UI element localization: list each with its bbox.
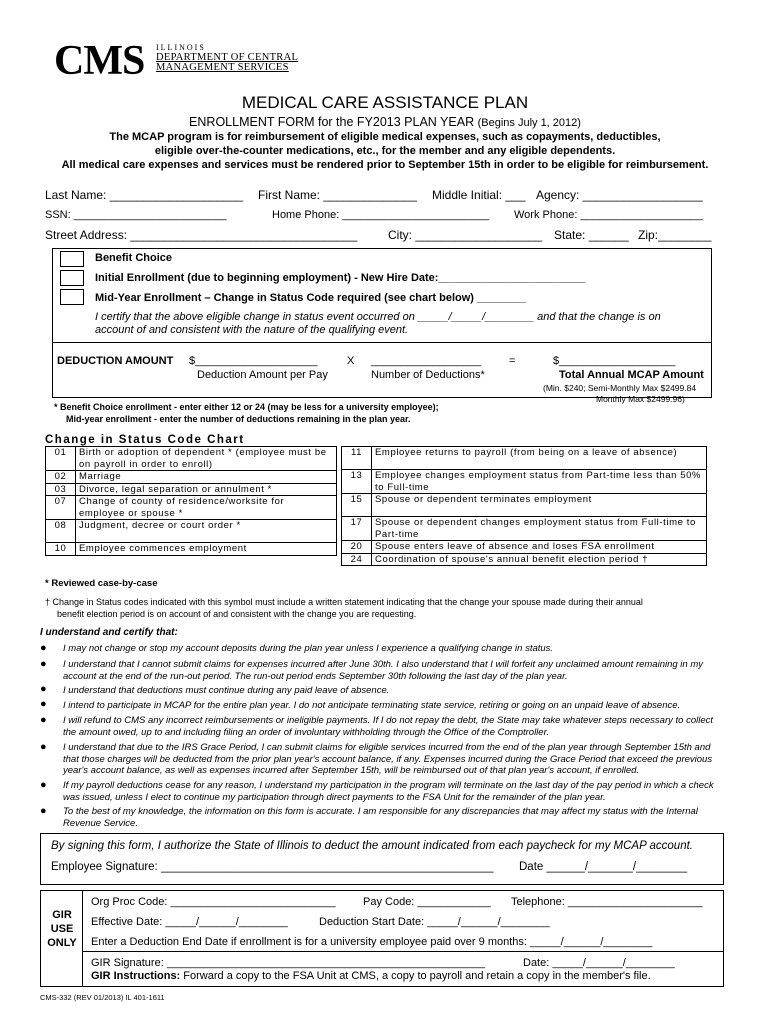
deduction-end-date-field[interactable]: Enter a Deduction End Date if enrollment is for a university employee paid over 9 months: _____/______/________ bbox=[91, 936, 653, 948]
certification-item: If my payroll deductions cease for any reason, I understand my participation in the program will terminate on the last day of the pay period in which a check was issued, unless I elect to continue my participation through direct payments to the FSA Unit for the remainder of the plan year. bbox=[63, 780, 714, 803]
bullet-icon: ● bbox=[40, 741, 47, 753]
midyear-enrollment-checkbox[interactable] bbox=[60, 289, 84, 305]
gir-label-1: GIR bbox=[52, 909, 72, 921]
employee-signature-field[interactable]: Employee Signature: ____________________________________________________ bbox=[51, 861, 494, 873]
table-row bbox=[342, 517, 707, 541]
deduction-start-date-field[interactable]: Deduction Start Date: _____/______/________ bbox=[319, 916, 550, 928]
certification-item: I will refund to CMS any incorrect reimbursements or ineligible payments. If I do not repay the debt, the State may take whatever steps necessary to collect the amount owed, up to and including filing an order of involuntary withholding through the Office of the Comptroller. bbox=[63, 715, 714, 738]
certification-item: I understand that due to the IRS Grace Period, I can submit claims for eligible services incurred from the end of the plan year through September 15th and that those charges will be deducted from the prior plan year's account balance, if any. Expenses incurred during the Grace Period that exceed the previous year's account balance, as well as expenses incurred after September 15th, will be reimbursed out of that plan year's account, if enrolled. bbox=[63, 742, 713, 776]
first-name-field[interactable]: First Name: ______________ bbox=[258, 188, 417, 202]
bullet-icon: ● bbox=[40, 779, 47, 791]
gir-divider bbox=[83, 951, 723, 952]
certify-statement bbox=[95, 311, 661, 337]
deduction-note-2: Mid-year enrollment - enter the number of deductions remaining in the plan year. bbox=[66, 414, 411, 424]
status-code: 13 bbox=[342, 470, 372, 494]
certification-item: I may not change or stop my account deposits during the plan year unless I experience a qualifying change in status. bbox=[63, 643, 554, 654]
status-code: 01 bbox=[46, 447, 76, 471]
deduction-note-1: * Benefit Choice enrollment - enter either 12 or 24 (may be less for a university employee); bbox=[54, 402, 439, 412]
cms-logo: CMS bbox=[54, 38, 145, 84]
min-max-note-1: (Min. $240; Semi-Monthly Max $2499.84 bbox=[543, 383, 697, 393]
status-description: Spouse or dependent changes employment status from Full-time to Part-time bbox=[372, 517, 707, 541]
signature-date-field[interactable]: Date ______/_______/________ bbox=[519, 861, 688, 873]
per-pay-caption: Deduction Amount per Pay bbox=[197, 369, 328, 381]
status-description: Judgment, decree or court order * bbox=[76, 520, 337, 543]
dagger-note-line-2: benefit election period is on account of and consistent with the change you are requesting. bbox=[57, 609, 417, 619]
bullet-icon: ● bbox=[40, 805, 47, 817]
number-of-deductions-field[interactable]: __________________ bbox=[371, 355, 482, 367]
reviewed-note: * Reviewed case-by-case bbox=[45, 578, 158, 589]
signature-box bbox=[40, 833, 724, 885]
table-row bbox=[46, 543, 337, 556]
bullet-icon: ● bbox=[40, 683, 47, 695]
gir-instructions bbox=[91, 970, 651, 982]
dagger-note-line-1: † Change in Status codes indicated with this symbol must include a written statement indicating that the change your spouse made during their annual bbox=[45, 597, 643, 607]
intro-line-2: eligible over-the-counter medications, etc., for the member and any eligible dependents. bbox=[154, 145, 616, 157]
equals-sign: = bbox=[509, 355, 516, 367]
benefit-choice-label: Benefit Choice bbox=[95, 252, 173, 264]
midyear-enrollment-label: Mid-Year Enrollment – Change in Status Code required (see chart below) ________ bbox=[95, 292, 526, 304]
middle-initial-field[interactable]: Middle Initial: ___ bbox=[432, 188, 526, 202]
certification-item: I understand that deductions must continue during any paid leave of absence. bbox=[63, 685, 390, 696]
effective-date-field[interactable]: Effective Date: _____/______/________ bbox=[91, 916, 288, 928]
total-caption: Total Annual MCAP Amount bbox=[559, 369, 704, 381]
table-row bbox=[342, 494, 707, 517]
table-row bbox=[342, 470, 707, 494]
certify-line-1: I certify that the above eligible change in status event occurred on _____/_____/________ and that the change is on bbox=[95, 311, 661, 323]
zip-field[interactable]: Zip:________ bbox=[638, 228, 712, 242]
gir-signature-field[interactable]: GIR Signature: ____________________________________________________ bbox=[91, 957, 485, 969]
bullet-icon: ● bbox=[40, 698, 47, 710]
home-phone-field[interactable]: Home Phone: ________________________ bbox=[272, 209, 490, 221]
intro-line-1: The MCAP program is for reimbursement of eligible medical expenses, such as copayments, deductibles, bbox=[109, 131, 661, 143]
gir-instructions-text: Forward a copy to the FSA Unit at CMS, a copy to payroll and retain a copy in the member's file. bbox=[180, 970, 651, 982]
bullet-icon: ● bbox=[40, 714, 47, 726]
intro-line-3: All medical care expenses and services must be rendered prior to September 15th in order to be eligible for reimbursement. bbox=[61, 159, 709, 171]
box-divider bbox=[53, 342, 711, 343]
status-description: Employee changes employment status from Part-time less than 50% to Full-time bbox=[372, 470, 707, 494]
initial-enrollment-label: Initial Enrollment (due to beginning employment) - New Hire Date:________________________ bbox=[95, 272, 586, 284]
logo-line-management: MANAGEMENT SERVICES bbox=[156, 62, 289, 73]
department-name bbox=[156, 43, 298, 73]
last-name-field[interactable]: Last Name: ____________________ bbox=[45, 188, 244, 202]
gir-use-only-box bbox=[40, 890, 724, 987]
status-code: 11 bbox=[342, 447, 372, 470]
certification-item: I understand that I cannot submit claims for expenses incurred after June 30th. I also understand that I will forfeit any unclaimed amount remaining in my account at the end of the run-out period. The run-out period ends September 30th following the last day of the plan year. bbox=[63, 659, 704, 682]
org-proc-code-field[interactable]: Org Proc Code: ___________________________ bbox=[91, 896, 336, 908]
table-row bbox=[46, 471, 337, 484]
min-max-note-2: Monthly Max $2499.96) bbox=[596, 394, 685, 404]
gir-label-3: ONLY bbox=[47, 937, 77, 949]
table-row bbox=[342, 541, 707, 554]
table-row bbox=[342, 553, 707, 566]
work-phone-field[interactable]: Work Phone: ____________________ bbox=[514, 209, 703, 221]
certification-item: To the best of my knowledge, the information on this form is accurate. I am responsible for any discrepancies that may affect my status with the Internal Revenue Service. bbox=[63, 806, 698, 829]
enrollment-options-box bbox=[52, 248, 712, 398]
agency-field[interactable]: Agency: __________________ bbox=[536, 188, 703, 202]
logo-line-illinois: ILLINOIS bbox=[156, 43, 206, 52]
table-row bbox=[46, 520, 337, 543]
status-code: 07 bbox=[46, 496, 76, 520]
number-caption: Number of Deductions* bbox=[371, 369, 485, 381]
form-subtitle bbox=[0, 115, 770, 129]
table-row bbox=[46, 496, 337, 520]
status-description: Spouse enters leave of absence and loses FSA enrollment bbox=[372, 541, 707, 554]
bullet-icon: ● bbox=[40, 658, 47, 670]
pay-code-field[interactable]: Pay Code: ____________ bbox=[363, 896, 491, 908]
logo-line-department: DEPARTMENT OF CENTRAL bbox=[156, 52, 299, 63]
status-description: Spouse or dependent terminates employment bbox=[372, 494, 707, 517]
status-code: 15 bbox=[342, 494, 372, 517]
status-code: 08 bbox=[46, 520, 76, 543]
state-field[interactable]: State: ______ bbox=[554, 228, 629, 242]
benefit-choice-checkbox[interactable] bbox=[60, 251, 84, 267]
deduction-amount-label: DEDUCTION AMOUNT bbox=[57, 355, 174, 367]
status-description: Divorce, legal separation or annulment * bbox=[76, 483, 337, 496]
status-code: 17 bbox=[342, 517, 372, 541]
status-code: 10 bbox=[46, 543, 76, 556]
status-code: 20 bbox=[342, 541, 372, 554]
status-codes-right-table bbox=[341, 446, 707, 566]
table-row bbox=[46, 483, 337, 496]
understand-heading: I understand and certify that: bbox=[40, 627, 178, 638]
total-annual-field[interactable]: $___________________ bbox=[553, 355, 676, 367]
intro-text bbox=[0, 130, 770, 172]
status-code: 24 bbox=[342, 553, 372, 566]
subtitle-main: ENROLLMENT FORM for the FY2013 PLAN YEAR bbox=[189, 115, 475, 129]
deduction-per-pay-field[interactable]: $____________________ bbox=[189, 355, 318, 367]
status-description: Marriage bbox=[76, 471, 337, 484]
status-description: Change of county of residence/worksite for employee or spouse * bbox=[76, 496, 337, 520]
gir-label-2: USE bbox=[50, 923, 74, 935]
form-title: MEDICAL CARE ASSISTANCE PLAN bbox=[241, 93, 529, 112]
gir-date-field[interactable]: Date: _____/______/________ bbox=[523, 957, 675, 969]
city-field[interactable]: City: ___________________ bbox=[388, 228, 543, 242]
initial-enrollment-checkbox[interactable] bbox=[60, 270, 84, 286]
certify-line-2: account of and consistent with the nature of the qualifying event. bbox=[95, 324, 409, 336]
status-code: 03 bbox=[46, 483, 76, 496]
ssn-field[interactable]: SSN: _________________________ bbox=[45, 209, 227, 221]
form-footer-code: CMS-332 (REV 01/2013) IL 401-1611 bbox=[40, 993, 165, 1002]
subtitle-note: (Begins July 1, 2012) bbox=[477, 117, 581, 129]
status-codes-left-table bbox=[45, 446, 337, 556]
table-row bbox=[342, 447, 707, 470]
authorization-text: By signing this form, I authorize the State of Illinois to deduct the amount indicated from each paycheck for my MCAP account. bbox=[51, 840, 693, 852]
telephone-field[interactable]: Telephone: ______________________ bbox=[511, 896, 703, 908]
bullet-icon: ● bbox=[40, 642, 47, 654]
status-description: Birth or adoption of dependent * (employee must be on payroll in order to enroll) bbox=[76, 447, 337, 471]
street-address-field[interactable]: Street Address: __________________________________ bbox=[45, 228, 358, 242]
status-description: Coordination of spouse's annual benefit election period † bbox=[372, 553, 707, 566]
status-description: Employee commences employment bbox=[76, 543, 337, 556]
certification-item: I intend to participate in MCAP for the entire plan year. I do not anticipate terminating state service, retiring or going on an unpaid leave of absence. bbox=[63, 700, 681, 711]
times-sign: X bbox=[347, 355, 355, 367]
table-row bbox=[46, 447, 337, 471]
status-description: Employee returns to payroll (from being on a leave of absence) bbox=[372, 447, 707, 470]
status-code: 02 bbox=[46, 471, 76, 484]
gir-instructions-label: GIR Instructions: bbox=[91, 970, 181, 982]
status-chart-title: Change in Status Code Chart bbox=[45, 434, 245, 446]
gir-side-label bbox=[41, 891, 83, 986]
